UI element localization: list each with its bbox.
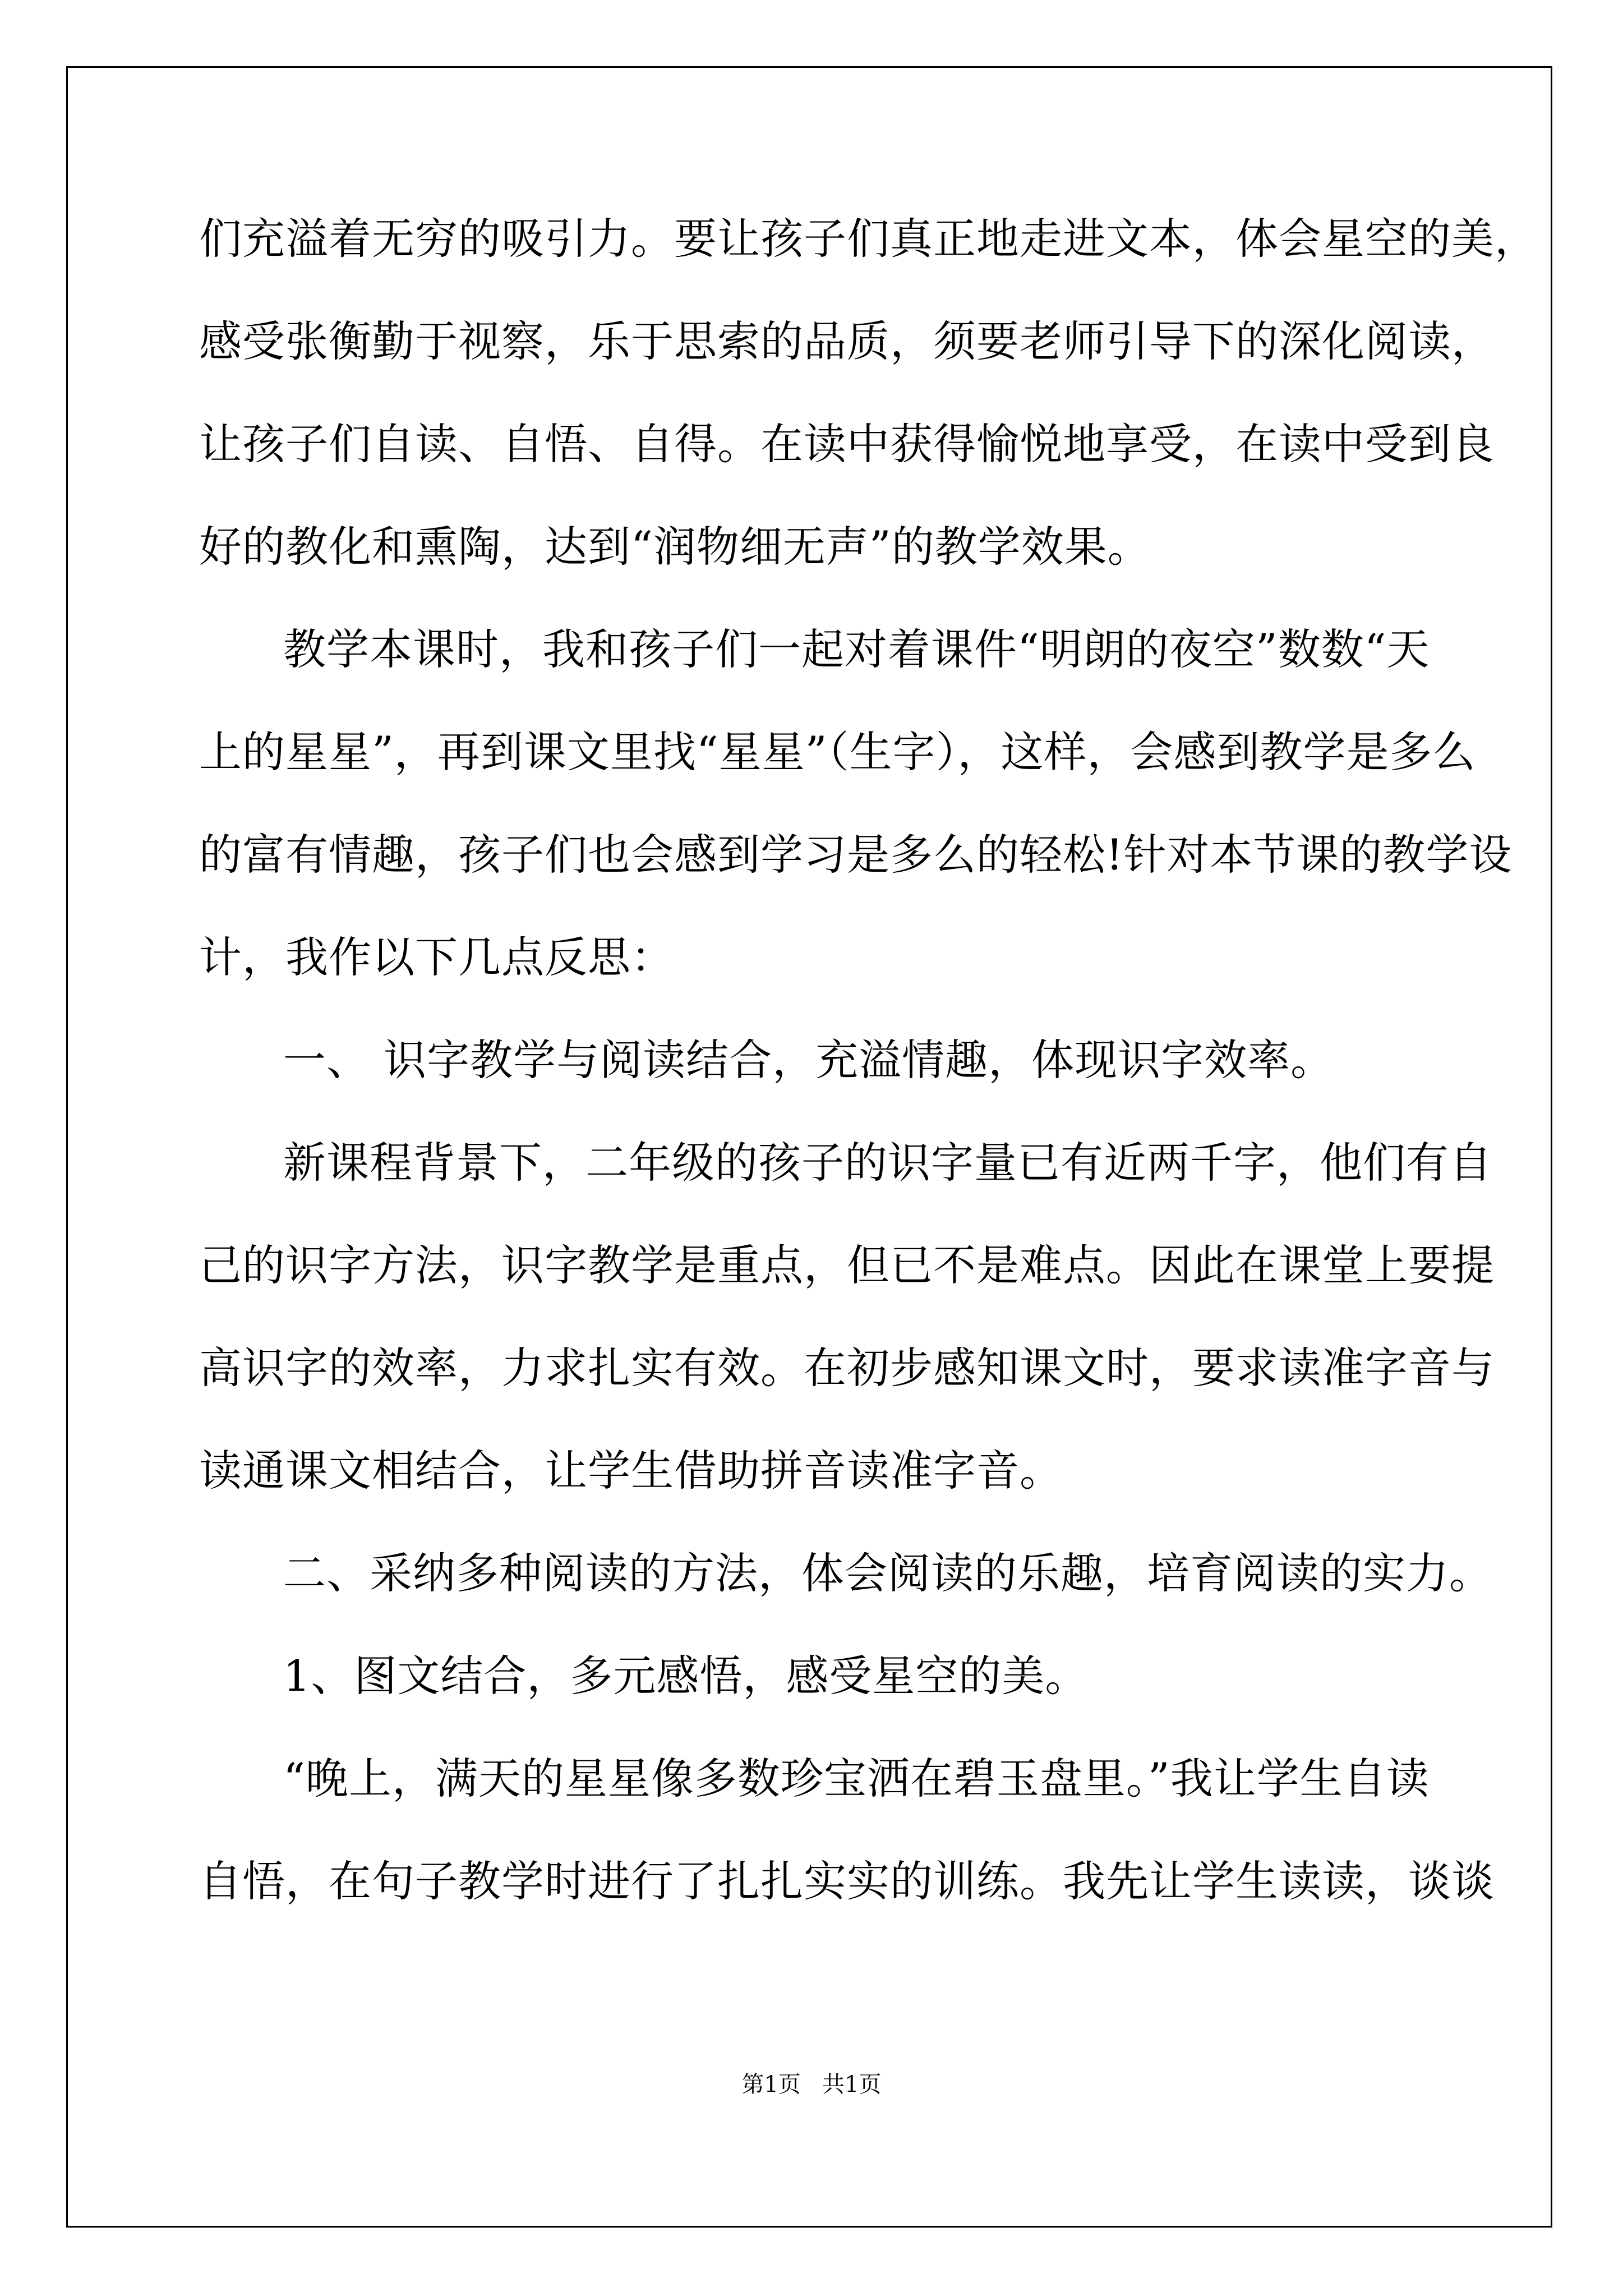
text-line: 感受张衡勤于视察，乐于思索的品质，须要老师引导下的深化阅读， <box>199 316 1495 366</box>
text-line: 上的星星”，再到课文里找“星星”（生字），这样，会感到教学是多么 <box>199 727 1476 777</box>
page-number-footer: 第1页 共1页 <box>741 2072 882 2097</box>
text-line: 们充溢着无穷的吸引力。要让孩子们真正地走进文本，体会星空的美， <box>199 214 1538 264</box>
text-line: 的富有情趣，孩子们也会感到学习是多么的轻松!针对本节课的教学设 <box>199 830 1513 880</box>
text-line: 自悟，在句子教学时进行了扎扎实实的训练。我先让学生读读，谈谈 <box>199 1856 1495 1906</box>
text-line: 教学本课时，我和孩子们一起对着课件“明朗的夜空”数数“天 <box>283 624 1430 674</box>
text-line: 己的识字方法，识字教学是重点，但已不是难点。因此在课堂上要提 <box>199 1240 1495 1290</box>
text-line: 好的教化和熏陶，达到“润物细无声”的教学效果。 <box>199 522 1151 572</box>
text-line: 高识字的效率，力求扎实有效。在初步感知课文时，要求读准字音与 <box>199 1343 1495 1393</box>
text-line: 让孩子们自读、自悟、自得。在读中获得愉悦地享受，在读中受到良 <box>199 419 1495 469</box>
text-line: “晚上，满天的星星像多数珍宝洒在碧玉盘里。”我让学生自读 <box>283 1754 1430 1803</box>
text-line: 新课程背景下，二年级的孩子的识字量已有近两千字，他们有自 <box>283 1138 1492 1188</box>
subsection-heading: 1、图文结合，多元感悟，感受星空的美。 <box>283 1651 1089 1701</box>
section-heading: 一、 识字教学与阅读结合，充溢情趣，体现识字效率。 <box>283 1035 1334 1085</box>
text-line: 读通课文相结合，让学生借助拼音读准字音。 <box>199 1446 1063 1496</box>
document-body <box>199 211 1538 1956</box>
text-line: 计，我作以下几点反思： <box>199 932 674 982</box>
section-heading: 二、采纳多种阅读的方法，体会阅读的乐趣，培育阅读的实力。 <box>283 1548 1492 1598</box>
